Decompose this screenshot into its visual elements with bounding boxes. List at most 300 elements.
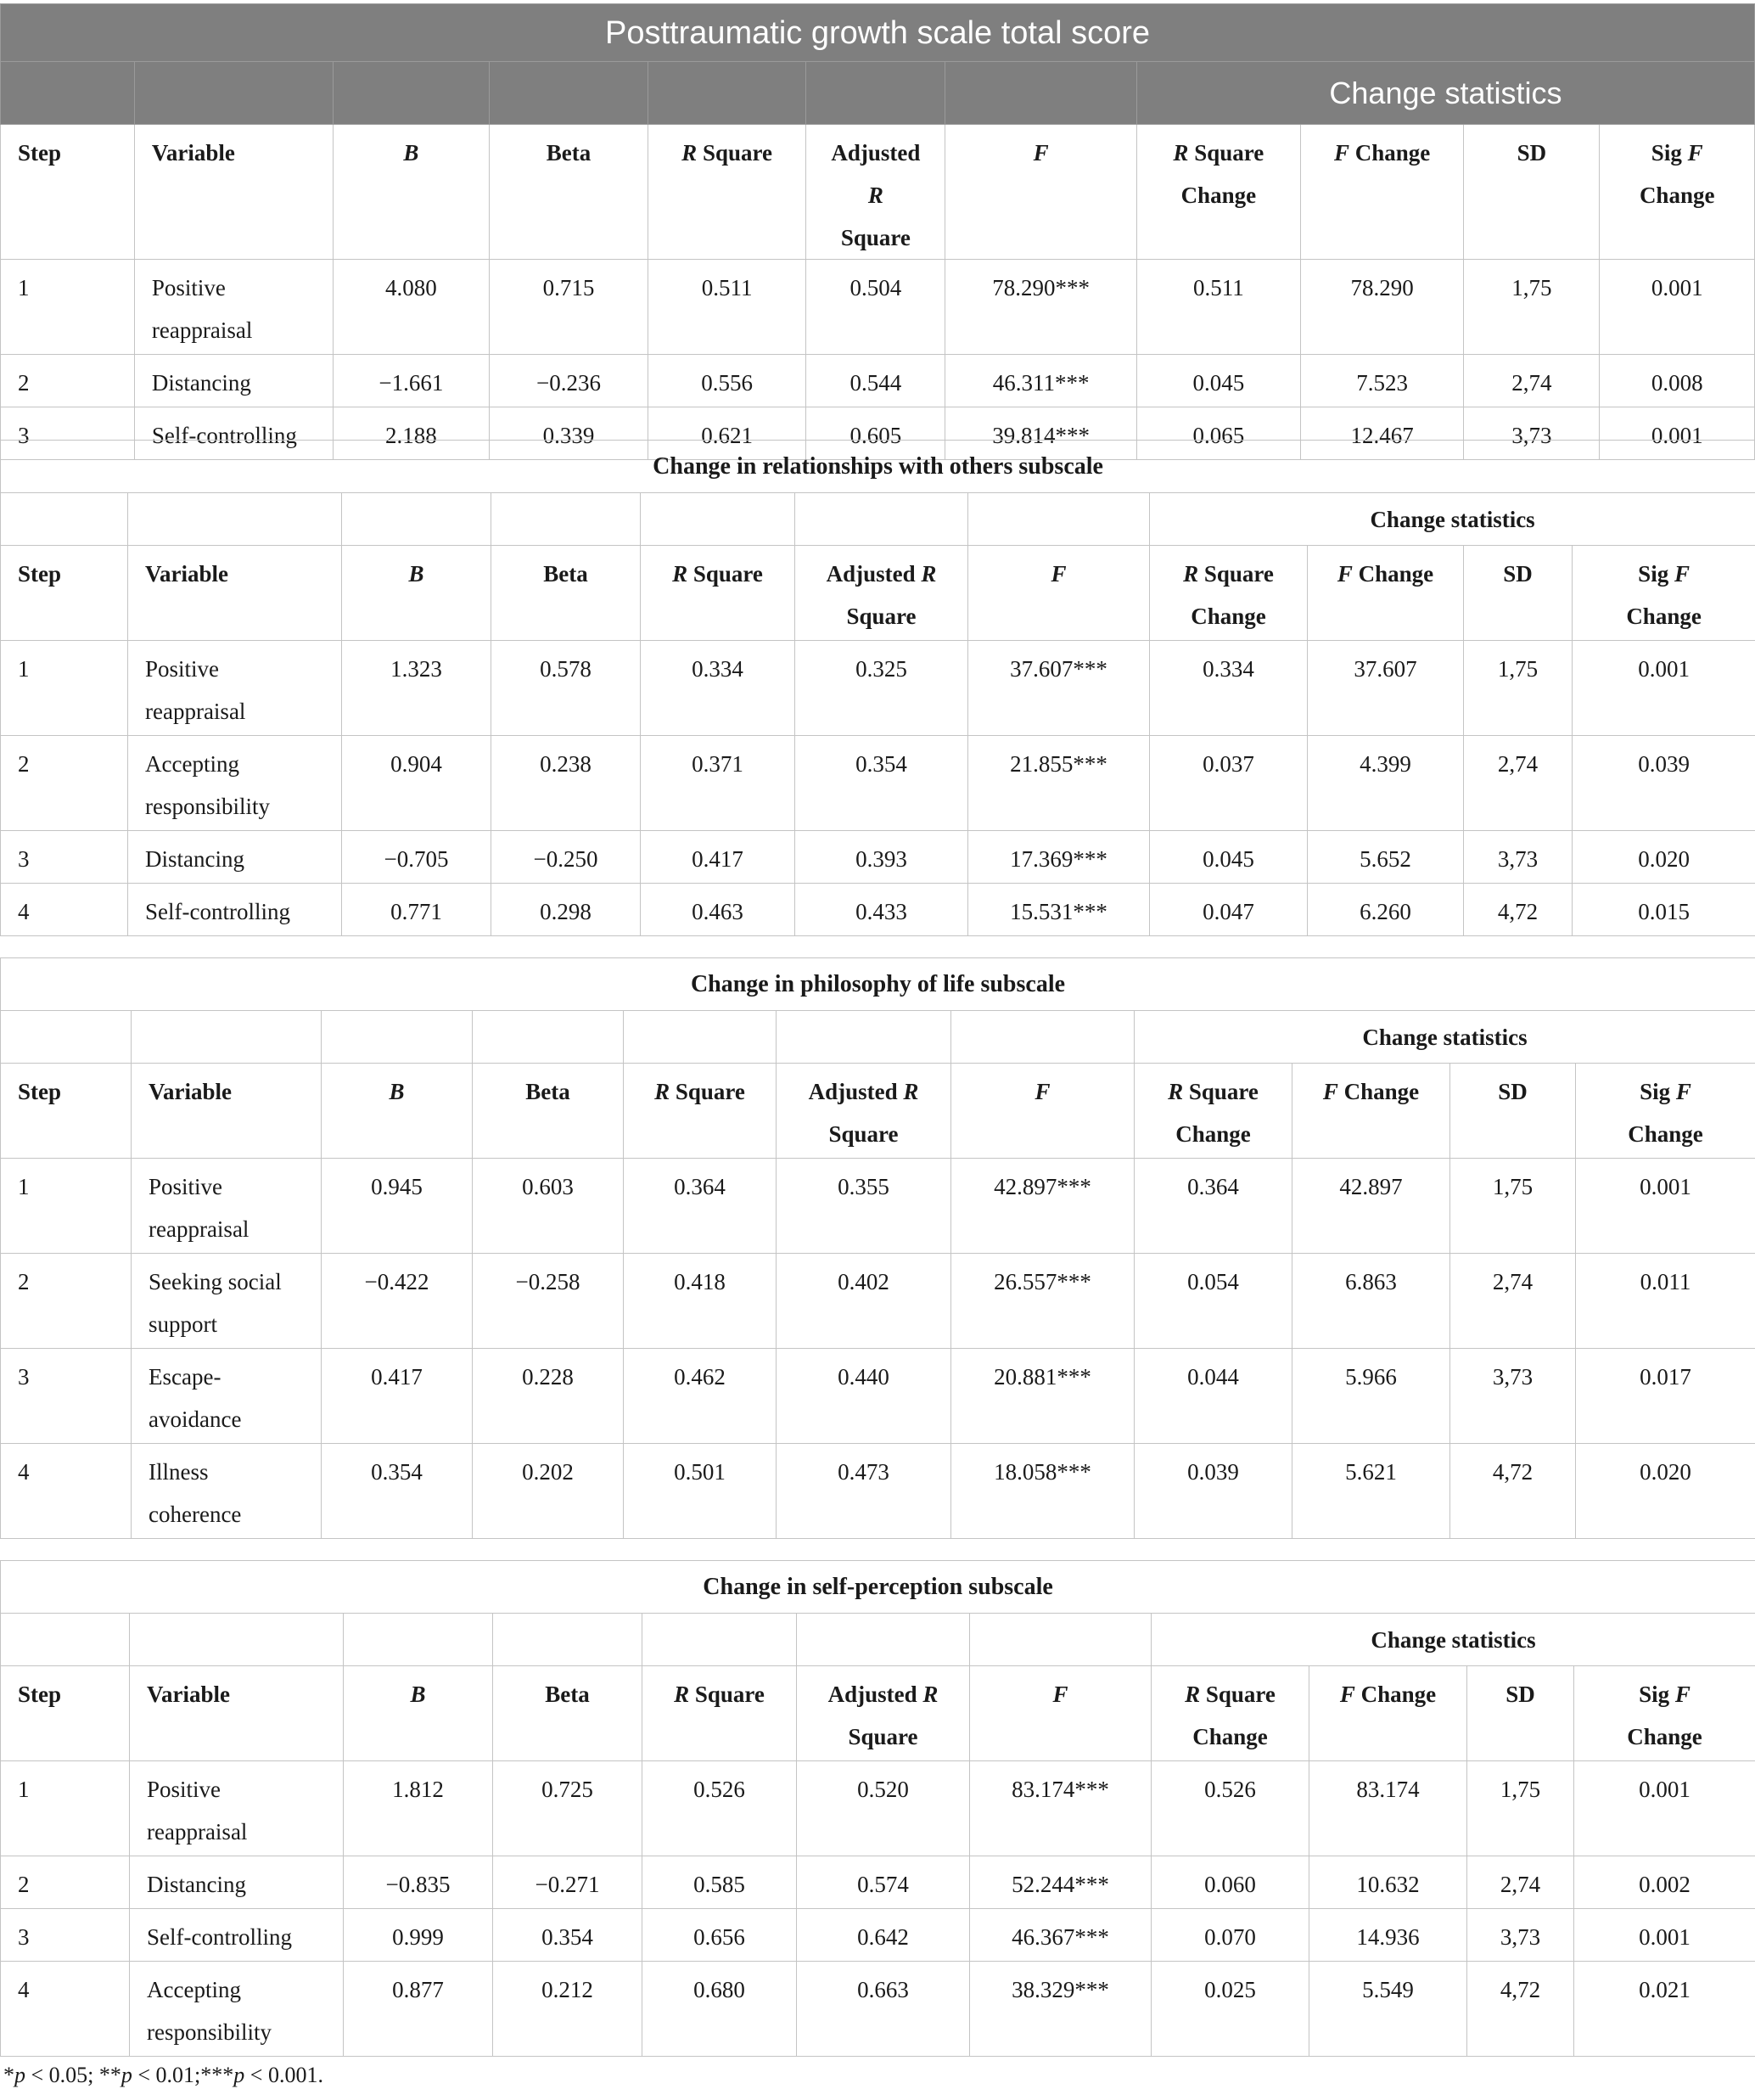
cell-variable: Positive reappraisal (134, 260, 333, 355)
cell-adj: 0.433 (795, 884, 968, 936)
column-header (1576, 1064, 1755, 1159)
empty-cell (797, 1614, 970, 1666)
cell-step: 1 (1, 641, 128, 736)
column-header-text: Change (1639, 182, 1715, 208)
cell-fch: 4.399 (1308, 736, 1464, 831)
column-header-text: B (408, 561, 424, 587)
cell-variable: Distancing (128, 831, 342, 884)
column-header-text: Variable (149, 1079, 233, 1104)
cell-rsqc: 0.060 (1152, 1856, 1309, 1909)
cell-variable: Escape-avoidance (132, 1349, 322, 1444)
cell-rsqc: 0.526 (1152, 1761, 1309, 1856)
cell-adj: 0.473 (777, 1444, 951, 1539)
cell-f: 83.174*** (970, 1761, 1152, 1856)
cell-sd: 1,75 (1467, 1761, 1574, 1856)
cell-sig: 0.002 (1574, 1856, 1755, 1909)
column-header (128, 546, 342, 641)
column-header (1464, 546, 1573, 641)
empty-cell (473, 1011, 624, 1064)
footnote-part: < 0.05; ** (25, 2063, 121, 2087)
column-header (641, 546, 795, 641)
table-row (1, 1159, 1755, 1254)
table-row (1, 1444, 1755, 1539)
column-header-text: Change (1627, 1724, 1702, 1749)
column-header-text: Adjusted (831, 140, 921, 166)
table-title: Change in philosophy of life subscale (1, 958, 1755, 1011)
cell-step: 1 (1, 1159, 132, 1254)
table-row (1, 884, 1755, 936)
column-header-text: Variable (151, 140, 235, 166)
column-header-text: R (903, 1079, 919, 1104)
column-header-text: R (922, 1682, 939, 1707)
column-header (624, 1064, 777, 1159)
cell-adj: 0.520 (797, 1761, 970, 1856)
cell-sd: 2,74 (1464, 355, 1600, 407)
empty-cell (493, 1614, 642, 1666)
table-row (1, 355, 1755, 407)
cell-adj: 0.504 (806, 260, 945, 355)
column-header-text: Change (1348, 140, 1431, 166)
cell-f: 17.369*** (968, 831, 1150, 884)
column-header-text: Square (1188, 140, 1264, 166)
empty-cell (491, 493, 641, 546)
cell-step: 2 (1, 1254, 132, 1349)
column-header-text: Square (697, 140, 772, 166)
column-header-text: SD (1517, 140, 1547, 166)
column-header (1467, 1666, 1574, 1761)
cell-fch: 10.632 (1309, 1856, 1467, 1909)
column-header (1136, 125, 1300, 260)
cell-sig: 0.020 (1576, 1444, 1755, 1539)
cell-adj: 0.354 (795, 736, 968, 831)
cell-step: 1 (1, 260, 135, 355)
empty-cell (333, 62, 490, 125)
column-header (1574, 1666, 1755, 1761)
empty-cell (777, 1011, 951, 1064)
cell-sd: 4,72 (1450, 1444, 1576, 1539)
cell-f: 18.058*** (951, 1444, 1135, 1539)
cell-variable: Illness coherence (132, 1444, 322, 1539)
cell-beta: 0.298 (491, 884, 641, 936)
cell-rsqc: 0.044 (1135, 1349, 1292, 1444)
column-header-text: F (1674, 1682, 1691, 1707)
cell-rsq: 0.462 (624, 1349, 777, 1444)
cell-rsq: 0.511 (648, 260, 806, 355)
column-header (1150, 546, 1308, 641)
cell-f: 46.311*** (945, 355, 1137, 407)
column-header-text: Variable (145, 561, 229, 587)
column-header (1152, 1666, 1309, 1761)
column-header-text: F (1674, 561, 1690, 587)
cell-beta: 0.603 (473, 1159, 624, 1254)
empty-cell (342, 493, 491, 546)
column-header-text: Square (840, 225, 911, 250)
cell-rsqc: 0.054 (1135, 1254, 1292, 1349)
column-header (1, 125, 135, 260)
cell-sd: 3,73 (1467, 1909, 1574, 1962)
cell-sig: 0.020 (1573, 831, 1755, 884)
cell-variable: Positive reappraisal (132, 1159, 322, 1254)
column-header (491, 546, 641, 641)
cell-b: 0.771 (342, 884, 491, 936)
cell-rsqc: 0.065 (1136, 407, 1300, 460)
empty-cell (795, 493, 968, 546)
cell-rsq: 0.585 (642, 1856, 797, 1909)
cell-step: 3 (1, 1909, 130, 1962)
cell-f: 46.367*** (970, 1909, 1152, 1962)
regression-table (0, 3, 1755, 460)
column-header (1573, 546, 1755, 641)
column-header-text: Adjusted (826, 561, 922, 587)
column-header-text: Square (1200, 1682, 1276, 1707)
column-header-text: Square (848, 1724, 918, 1749)
column-header-text: Square (670, 1079, 745, 1104)
column-header (968, 546, 1150, 641)
cell-b: 4.080 (333, 260, 490, 355)
column-header (493, 1666, 642, 1761)
column-header-text: R (672, 561, 688, 587)
table-row (1, 736, 1755, 831)
cell-sd: 1,75 (1464, 641, 1573, 736)
cell-rsq: 0.371 (641, 736, 795, 831)
cell-sig: 0.001 (1574, 1909, 1755, 1962)
empty-cell (1, 62, 135, 125)
column-header-row (1, 546, 1755, 641)
cell-f: 15.531*** (968, 884, 1150, 936)
table-title: Change in relationships with others subscale (1, 441, 1755, 493)
cell-beta: 0.725 (493, 1761, 642, 1856)
empty-cell (344, 1614, 493, 1666)
cell-step: 2 (1, 736, 128, 831)
cell-fch: 42.897 (1292, 1159, 1450, 1254)
cell-fch: 5.621 (1292, 1444, 1450, 1539)
cell-adj: 0.402 (777, 1254, 951, 1349)
column-header-row (1, 1064, 1755, 1159)
cell-beta: 0.578 (491, 641, 641, 736)
column-header-text: Beta (525, 1079, 570, 1104)
cell-beta: 0.354 (493, 1909, 642, 1962)
cell-b: 2.188 (333, 407, 490, 460)
cell-rsqc: 0.025 (1152, 1962, 1309, 2057)
cell-rsqc: 0.045 (1136, 355, 1300, 407)
cell-variable: Seeking social support (132, 1254, 322, 1349)
cell-b: −0.705 (342, 831, 491, 884)
column-header (777, 1064, 951, 1159)
cell-rsqc: 0.364 (1135, 1159, 1292, 1254)
cell-variable: Distancing (130, 1856, 344, 1909)
empty-cell (130, 1614, 344, 1666)
column-header-text: Square (1183, 1079, 1259, 1104)
empty-cell (128, 493, 342, 546)
empty-cell (1, 1011, 132, 1064)
cell-variable: Self-controlling (134, 407, 333, 460)
table-row (1, 1761, 1755, 1856)
cell-sig: 0.001 (1576, 1159, 1755, 1254)
cell-beta: 0.339 (490, 407, 648, 460)
column-header-text: Sig (1651, 140, 1688, 166)
cell-rsq: 0.418 (624, 1254, 777, 1349)
cell-adj: 0.355 (777, 1159, 951, 1254)
column-header-text: Variable (147, 1682, 231, 1707)
column-header-text: Beta (546, 140, 592, 166)
cell-step: 4 (1, 1444, 132, 1539)
cell-rsqc: 0.070 (1152, 1909, 1309, 1962)
cell-fch: 5.652 (1308, 831, 1464, 884)
table-row (1, 641, 1755, 736)
column-header-text: F (1322, 1079, 1338, 1104)
cell-adj: 0.642 (797, 1909, 970, 1962)
column-header-text: R (867, 182, 883, 208)
column-header-text: Change (1628, 1121, 1703, 1147)
table-title-row (1, 441, 1755, 493)
cell-beta: 0.715 (490, 260, 648, 355)
cell-fch: 6.863 (1292, 1254, 1450, 1349)
column-header-text: Change (1626, 604, 1702, 629)
column-header (333, 125, 490, 260)
column-header-text: SD (1505, 1682, 1535, 1707)
cell-b: 0.354 (322, 1444, 473, 1539)
cell-sd: 3,73 (1464, 831, 1573, 884)
group-header-row (1, 1011, 1755, 1064)
change-statistics-header: Change statistics (1152, 1614, 1755, 1666)
cell-adj: 0.325 (795, 641, 968, 736)
column-header-text: Square (687, 561, 763, 587)
cell-step: 4 (1, 884, 128, 936)
column-header-text: F (1033, 140, 1049, 166)
column-header (473, 1064, 624, 1159)
table-title: Change in self-perception subscale (1, 1561, 1755, 1614)
cell-f: 21.855*** (968, 736, 1150, 831)
table-title: Posttraumatic growth scale total score (1, 4, 1755, 62)
cell-rsq: 0.463 (641, 884, 795, 936)
cell-fch: 5.549 (1309, 1962, 1467, 2057)
cell-variable: Positive reappraisal (128, 641, 342, 736)
empty-cell (648, 62, 806, 125)
cell-sd: 2,74 (1464, 736, 1573, 831)
cell-f: 52.244*** (970, 1856, 1152, 1909)
column-header-text: Adjusted (827, 1682, 923, 1707)
column-header-text: Sig (1638, 561, 1674, 587)
column-header (1, 1064, 132, 1159)
group-header-row (1, 62, 1755, 125)
column-header-text: Sig (1640, 1079, 1676, 1104)
cell-sig: 0.017 (1576, 1349, 1755, 1444)
column-header (1600, 125, 1755, 260)
cell-step: 3 (1, 407, 135, 460)
cell-rsq: 0.501 (624, 1444, 777, 1539)
table-title-row (1, 958, 1755, 1011)
column-header-text: R (1173, 140, 1189, 166)
regression-table (0, 1560, 1755, 2057)
cell-sig: 0.039 (1573, 736, 1755, 831)
cell-f: 37.607*** (968, 641, 1150, 736)
cell-b: −0.835 (344, 1856, 493, 1909)
column-header-text: R (654, 1079, 670, 1104)
column-header-text: R (1183, 561, 1199, 587)
cell-f: 20.881*** (951, 1349, 1135, 1444)
cell-sig: 0.021 (1574, 1962, 1755, 2057)
cell-beta: 0.202 (473, 1444, 624, 1539)
cell-variable: Self-controlling (130, 1909, 344, 1962)
empty-cell (134, 62, 333, 125)
footnote-part: * (3, 2063, 14, 2087)
column-header (1135, 1064, 1292, 1159)
column-header (797, 1666, 970, 1761)
footnote-part: p (233, 2063, 245, 2087)
cell-beta: −0.271 (493, 1856, 642, 1909)
column-header (490, 125, 648, 260)
cell-rsq: 0.417 (641, 831, 795, 884)
cell-fch: 12.467 (1300, 407, 1464, 460)
cell-step: 2 (1, 355, 135, 407)
cell-rsq: 0.334 (641, 641, 795, 736)
column-header-text: Square (1198, 561, 1274, 587)
cell-rsq: 0.680 (642, 1962, 797, 2057)
column-header-text: Step (18, 561, 62, 587)
cell-rsqc: 0.045 (1150, 831, 1308, 884)
table-row (1, 1909, 1755, 1962)
table-row (1, 1856, 1755, 1909)
cell-sd: 1,75 (1464, 260, 1600, 355)
column-header-text: Change (1352, 561, 1434, 587)
empty-cell (642, 1614, 797, 1666)
column-header-text: R (674, 1682, 690, 1707)
cell-rsqc: 0.037 (1150, 736, 1308, 831)
column-header-text: Beta (545, 1682, 590, 1707)
column-header (970, 1666, 1152, 1761)
column-header-text: SD (1503, 561, 1533, 587)
column-header (132, 1064, 322, 1159)
empty-cell (490, 62, 648, 125)
column-header (642, 1666, 797, 1761)
column-header (1308, 546, 1464, 641)
cell-adj: 0.605 (806, 407, 945, 460)
cell-rsqc: 0.047 (1150, 884, 1308, 936)
cell-b: 0.417 (322, 1349, 473, 1444)
column-header-text: B (389, 1079, 405, 1104)
column-header-text: Step (18, 1682, 62, 1707)
cell-rsq: 0.556 (648, 355, 806, 407)
column-header-text: SD (1498, 1079, 1528, 1104)
empty-cell (951, 1011, 1135, 1064)
cell-beta: −0.236 (490, 355, 648, 407)
cell-beta: 0.228 (473, 1349, 624, 1444)
column-header (806, 125, 945, 260)
cell-variable: Self-controlling (128, 884, 342, 936)
column-header (1, 546, 128, 641)
cell-fch: 83.174 (1309, 1761, 1467, 1856)
empty-cell (322, 1011, 473, 1064)
cell-sig: 0.008 (1600, 355, 1755, 407)
column-header-text: Change (1175, 1121, 1251, 1147)
cell-fch: 6.260 (1308, 884, 1464, 936)
table-row (1, 1349, 1755, 1444)
cell-step: 3 (1, 1349, 132, 1444)
empty-cell (624, 1011, 777, 1064)
cell-fch: 7.523 (1300, 355, 1464, 407)
column-header (945, 125, 1137, 260)
cell-b: 0.999 (344, 1909, 493, 1962)
cell-sd: 3,73 (1450, 1349, 1576, 1444)
column-header-text: F (1339, 1682, 1355, 1707)
column-header-text: Sig (1639, 1682, 1675, 1707)
cell-b: −1.661 (333, 355, 490, 407)
cell-f: 78.290*** (945, 260, 1137, 355)
cell-adj: 0.574 (797, 1856, 970, 1909)
cell-adj: 0.544 (806, 355, 945, 407)
table-title-row (1, 1561, 1755, 1614)
cell-b: 1.812 (344, 1761, 493, 1856)
column-header-text: B (403, 140, 419, 166)
cell-rsq: 0.364 (624, 1159, 777, 1254)
column-header-text: Square (689, 1682, 765, 1707)
cell-rsq: 0.621 (648, 407, 806, 460)
column-header-text: Change (1192, 1724, 1268, 1749)
column-header-text: B (410, 1682, 426, 1707)
column-header (1464, 125, 1600, 260)
cell-step: 1 (1, 1761, 130, 1856)
cell-step: 3 (1, 831, 128, 884)
column-header (344, 1666, 493, 1761)
footnote-part: p (121, 2063, 132, 2087)
cell-sig: 0.001 (1600, 260, 1755, 355)
group-header-row (1, 493, 1755, 546)
cell-rsqc: 0.039 (1135, 1444, 1292, 1539)
cell-b: 0.877 (344, 1962, 493, 2057)
change-statistics-header: Change statistics (1136, 62, 1754, 125)
column-header-text: R (1185, 1682, 1201, 1707)
cell-adj: 0.440 (777, 1349, 951, 1444)
column-header-text: R (921, 561, 937, 587)
column-header-text: Step (18, 140, 62, 166)
column-header (1300, 125, 1464, 260)
cell-fch: 14.936 (1309, 1909, 1467, 1962)
cell-variable: Accepting responsibility (130, 1962, 344, 2057)
cell-step: 4 (1, 1962, 130, 2057)
column-header-text: R (681, 140, 698, 166)
cell-sd: 2,74 (1450, 1254, 1576, 1349)
column-header-text: Change (1191, 604, 1266, 629)
column-header-text: Change (1354, 1682, 1437, 1707)
table-row (1, 1254, 1755, 1349)
table-row (1, 260, 1755, 355)
cell-b: 0.945 (322, 1159, 473, 1254)
column-header (342, 546, 491, 641)
column-header-text: F (1687, 140, 1703, 166)
column-header-text: F (1675, 1079, 1691, 1104)
table-row (1, 831, 1755, 884)
cell-variable: Positive reappraisal (130, 1761, 344, 1856)
cell-sig: 0.015 (1573, 884, 1755, 936)
column-header (130, 1666, 344, 1761)
cell-sd: 2,74 (1467, 1856, 1574, 1909)
empty-cell (1, 493, 128, 546)
regression-table (0, 957, 1755, 1539)
cell-b: 0.904 (342, 736, 491, 831)
empty-cell (132, 1011, 322, 1064)
column-header-text: Beta (543, 561, 588, 587)
cell-f: 42.897*** (951, 1159, 1135, 1254)
column-header (795, 546, 968, 641)
cell-sig: 0.001 (1573, 641, 1755, 736)
cell-beta: −0.258 (473, 1254, 624, 1349)
column-header-text: Adjusted (808, 1079, 904, 1104)
cell-rsqc: 0.511 (1136, 260, 1300, 355)
cell-rsqc: 0.334 (1150, 641, 1308, 736)
column-header-text: Square (828, 1121, 899, 1147)
cell-rsq: 0.656 (642, 1909, 797, 1962)
column-header (134, 125, 333, 260)
